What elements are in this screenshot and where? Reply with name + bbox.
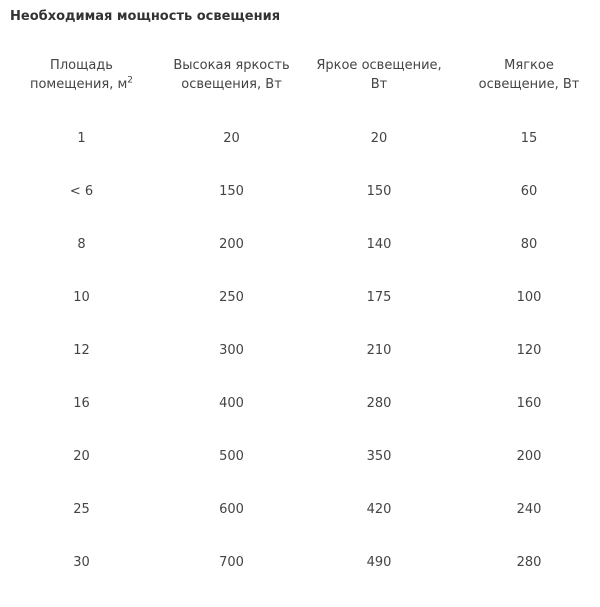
cell-high: 600 — [219, 502, 244, 517]
cell-area: 10 — [73, 290, 90, 305]
header-bright-lighting — [300, 56, 458, 112]
table-row — [0, 165, 600, 218]
header-bright-lighting-label: Яркое освещение, Вт — [316, 58, 442, 92]
table-body — [0, 112, 600, 589]
cell-bright: 175 — [366, 290, 392, 305]
cell-bright: 490 — [366, 555, 392, 570]
cell-bright: 20 — [370, 131, 388, 146]
cell-area: 8 — [77, 237, 86, 252]
table-row — [0, 112, 600, 165]
cell-soft: 240 — [516, 502, 542, 517]
header-soft-lighting — [458, 56, 600, 112]
cell-area: 30 — [73, 555, 90, 570]
cell-bright: 150 — [366, 184, 392, 199]
table-row — [0, 483, 600, 536]
table-row — [0, 377, 600, 430]
table-header — [0, 56, 600, 112]
cell-high: 500 — [219, 449, 244, 464]
header-area-label: Площадь помещения, м — [29, 58, 128, 92]
cell-soft: 120 — [516, 343, 542, 358]
cell-high: 150 — [219, 184, 244, 199]
cell-high: 400 — [219, 396, 244, 411]
cell-high: 250 — [219, 290, 244, 305]
table-row — [0, 536, 600, 589]
header-high-brightness-label: Высокая яркость освещения, Вт — [173, 58, 290, 92]
cell-high: 300 — [219, 343, 244, 358]
cell-bright: 350 — [366, 449, 392, 464]
cell-soft: 280 — [516, 555, 542, 570]
cell-bright: 280 — [366, 396, 392, 411]
header-soft-lighting-label: Мягкое освещение, Вт — [478, 58, 580, 92]
cell-soft: 80 — [520, 237, 538, 252]
cell-high: 700 — [219, 555, 244, 570]
cell-area: 12 — [73, 343, 90, 358]
header-area — [0, 56, 163, 112]
table-row — [0, 218, 600, 271]
cell-soft: 15 — [520, 131, 538, 146]
table-row — [0, 271, 600, 324]
cell-bright: 420 — [366, 502, 392, 517]
header-row — [0, 56, 600, 112]
cell-area: 16 — [73, 396, 90, 411]
cell-area: < 6 — [69, 184, 94, 199]
cell-area: 25 — [73, 502, 90, 517]
cell-bright: 140 — [366, 237, 392, 252]
cell-soft: 60 — [520, 184, 538, 199]
cell-high: 20 — [223, 131, 240, 146]
cell-area: 1 — [77, 131, 86, 146]
header-area-superscript: 2 — [127, 75, 134, 86]
cell-soft: 100 — [516, 290, 542, 305]
table-row — [0, 324, 600, 377]
cell-bright: 210 — [366, 343, 392, 358]
page-title: Необходимая мощность освещения — [10, 9, 281, 24]
header-high-brightness — [163, 56, 300, 112]
table-row — [0, 430, 600, 483]
cell-soft: 200 — [516, 449, 542, 464]
cell-area: 20 — [73, 449, 90, 464]
cell-soft: 160 — [516, 396, 542, 411]
lighting-power-table — [0, 56, 600, 589]
cell-high: 200 — [219, 237, 244, 252]
